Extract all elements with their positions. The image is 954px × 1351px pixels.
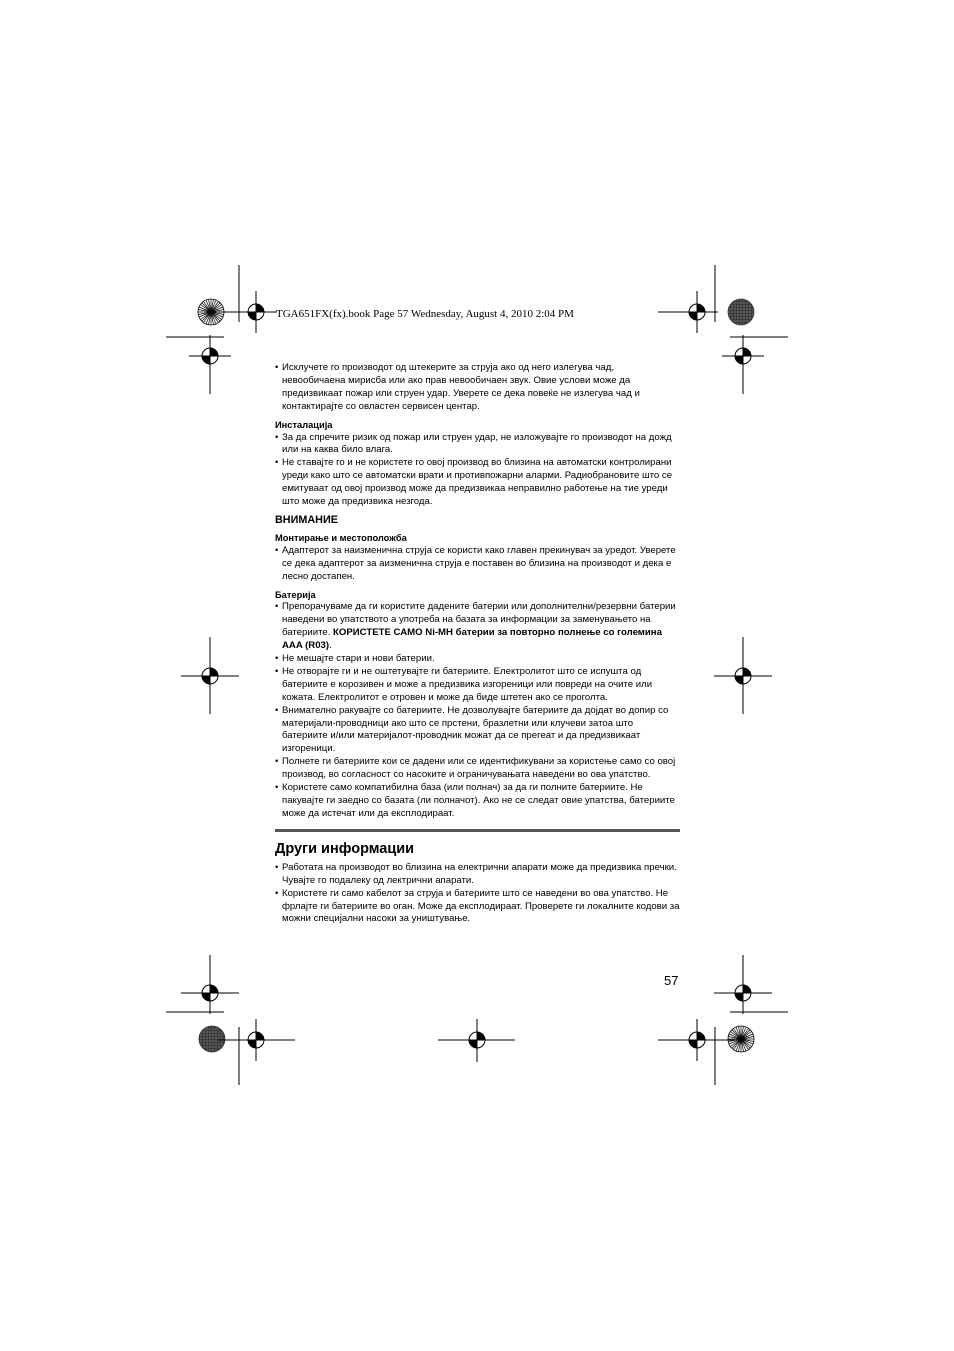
page-content — [275, 362, 680, 926]
print-header: TGA651FX(fx).book Page 57 Wednesday, August 4, 2010 2:04 PM — [276, 308, 574, 320]
list-item: • Користете ги само кабелот за струја и батериите што се наведени во ова упатство. Не фрлајте ги батериите во оган. Може да експлодираат. Проверете ги локалните кодови за можни специјални насоки за уништување. — [275, 888, 680, 927]
battery-emphasis: КОРИСТЕТЕ САМО Ni-MH батерии за повторно полнење со големина AAA (R03) — [282, 627, 662, 652]
list-item: • Внимателно ракувајте со батериите. Не дозволувајте батериите да дојдат во допир со материјали-проводници ако што се прстени, бразлетни или клучеви затоа што батериите и/или материјалот-проводник можат да се прегеат и да предизвикаат изгореници. — [275, 705, 680, 757]
list-item: • Исклучете го производот од штекерите за струја ако од него излегува чад, невообичаена мирисба или ако прав невообичаен звук. Овие услови може да предизвикаат пожар или струен удар. Уверете се дека повеќе не излегува чад и контактирајте со овластен сервисен центар. — [275, 362, 680, 414]
section-divider — [275, 829, 680, 832]
subheading-battery: Батерија — [275, 589, 316, 600]
battery-text-end: . — [329, 640, 332, 652]
section-title: Други информации — [275, 840, 415, 857]
list-item: • Адаптерот за наизменична струја се користи како главен прекинувач за уредот. Уверете се дека адаптерот за аизменична струја е поставен во близина на производот и дека е лесно достапен. — [275, 545, 680, 584]
list-item — [275, 601, 680, 653]
subheading-installation: Инсталација — [275, 419, 333, 430]
list-item: • За да спречите ризик од пожар или струен удар, не изложувајте го производот на дожд или на каква било влага. — [275, 432, 680, 458]
warning-heading: ВНИМАНИЕ — [275, 513, 338, 526]
page-number: 57 — [664, 973, 679, 988]
list-item: • Работата на производот во близина на електрични апарати може да предизвика пречки. Чувајте го подалеку од лектрични апарати. — [275, 862, 680, 888]
list-item: • Полнете ги батериите кои се дадени или се идентификувани за користење само со овој производ, во согласност со насоките и ограничувањата наведени во ова упатство. — [275, 756, 680, 782]
list-item: • Не ставајте го и не користете го овој производ во близина на автоматски контролирани уреди како што се автоматски врати и противпожарни аларми. Радиобрановите што се емитуваат од овој производ може да предизвикаа неправилно работење на тие уреди што може да предизвика незгода. — [275, 457, 680, 509]
list-item: • Користете само компатибилна база (или полнач) за да ги полните батериите. Не пакувајте ги заедно со базата (ли полначот). Ако не се следат овие упатства, батериите може да истечат или да експлодираат. — [275, 782, 680, 821]
battery-text: Препорачуваме да ги користите дадените батерии или дополнителни/резервни батерии наведени во упатството а употреба на базата за информации за заменувањето на батериите. — [282, 601, 676, 639]
list-item: • Не отворајте ги и не оштетувајте ги батериите. Електролитот што се испушта од батериите е корозивен и може а предизвика изгореници или повреди на очите или кожата. Електролитот е отровен и може да биде штетен ако се проголта. — [275, 666, 680, 705]
list-item: • Не мешајте стари и нови батерии. — [275, 653, 680, 666]
subheading-mounting: Монтирање и местоположба — [275, 532, 407, 543]
